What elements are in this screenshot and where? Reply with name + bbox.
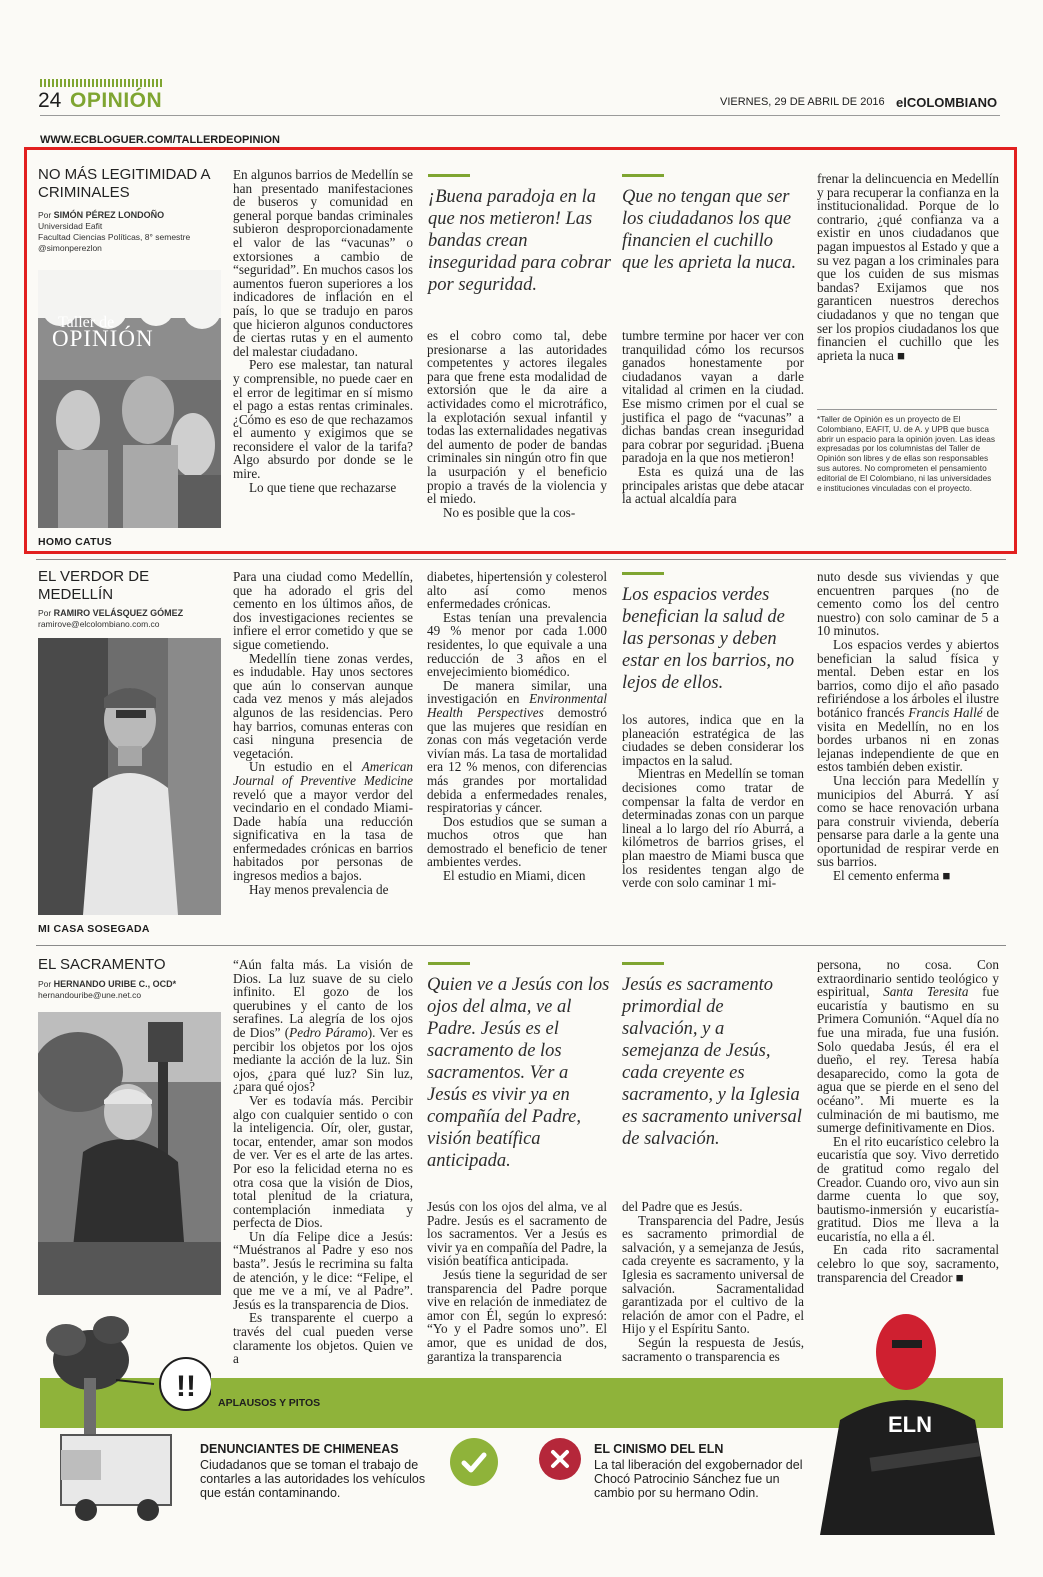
- paragraph: [233, 760, 413, 882]
- author-photo-uribe: [38, 1012, 221, 1295]
- header-divider: [40, 115, 1000, 116]
- paragraph: El estudio en Miami, dicen: [443, 868, 586, 884]
- taller-opinion-photo: [38, 270, 221, 528]
- text-run: persona, no cosa. Con extraordinario sentido teológico y espiritual,: [817, 957, 999, 1000]
- article-divider: [36, 945, 1006, 946]
- photo-caption-main: OPINIÓN: [52, 326, 154, 351]
- article3-email: hernandouribe@une.net.co: [38, 990, 142, 1000]
- paragraph: [427, 679, 607, 815]
- article2-col4: [817, 570, 999, 883]
- text-run: reveló que a mayor verdor del vecindario en el condado Miami-Dade había una reducción significativa en la tasa de enfermedades crónicas en barrios habitados por personas de ingresos medios a bajos.: [233, 786, 413, 884]
- article1-col3: [622, 329, 804, 506]
- paragraph: Es transparente el cuerpo a través del cual pueden verse claramente los objetos. Quien ve a: [233, 1310, 413, 1367]
- taller-web-link[interactable]: WWW.ECBLOGUER.COM/TALLERDEOPINION: [40, 134, 280, 146]
- paragraph: Para una ciudad como Medellín, que ha adorado el gris del cemento en los últimos años, de dos investigaciones recientes se infiere el error cometido y que se sigue cometiendo.: [233, 569, 413, 652]
- text-run: demostró que las mujeres que residían en zonas con más vegetación verde vivían más. La tasa de mortalidad era 12 % menos, con diferencias más grandes por mortalidad debida a enfermedades renales, respiratorias y cáncer.: [427, 704, 607, 816]
- article3-byline: [38, 979, 228, 1001]
- eln-guerrilla-illustration: [810, 1300, 1000, 1535]
- svg-text:!!: !!: [176, 1370, 196, 1403]
- paragraph: Estas tenían una prevalencia 49 % menor por cada 1.000 residentes, lo que equivale a una reducción de 3 años en el envejecimiento biomédico.: [427, 609, 607, 680]
- aplauso-text: Ciudadanos que se toman el trabajo de contarles a las autoridades los vehículos que están contaminando.: [200, 1458, 426, 1500]
- paragraph: En cada rito sacramental celebro lo que soy, sacramento, transparencia del Creador ■: [817, 1242, 999, 1285]
- text-run: Un estudio en el: [249, 759, 362, 775]
- taller-disclaimer-note: *Taller de Opinión es un proyecto de El Colombiano, EAFIT, U. de A. y UPB que busca abrir un espacio para la opinión joven. Las ideas expresadas por los columnistas del Taller de Opinión son libres y de ellas son responsables sus autores. No comprometen el pensamiento editorial de El Colombiano, ni las universidades e instituciones vinculadas con el proyecto.: [817, 414, 996, 493]
- text-run: de visita en Medellín, no en los bordes urbanos ni en zonas lejanas independiente de que en estos también deben existir.: [817, 704, 1000, 775]
- article2-col2: [427, 570, 607, 883]
- paragraph: Medellín tiene zonas verdes, es indudable. Hay unos sectores que aún lo conservan aunque cada vez menos y más alejados algunos de las residencias. Pero hay barrios, comunas enteras con casi ninguna presencia de vegetación.: [233, 650, 413, 761]
- pito-text: La tal liberación del exgobernador del Chocó Patrocinio Sánchez fue un cambio por su hermano Odin.: [594, 1458, 803, 1500]
- paragraph: Jesús con los ojos del alma, ve al Padre. Jesús es el sacramento de los sacramentos. Ver a Jesús es vivir ya en compañía del Padre, la visión beatífica anticipada.: [427, 1199, 607, 1269]
- text-run: fue eucaristía y bautismo en su Primera Comunión. “Aquel día no fue una mirada, fue una fusión. Solo quedaba Jesús, él era el dueño, el rey. Teresa había desaparecido, como la gota de agua que se pierde en el seno del océano”. Mi muerte es la culminación de mi bautismo, me sumerge definitivamente en Dios.: [817, 984, 999, 1136]
- article1-pull-quote-2: Que no tengan que ser los ciudadanos los que financien el cuchillo que les aprieta la nuca.: [622, 187, 797, 273]
- paragraph: Un día Felipe dice a Jesús: “Muéstranos al Padre y eso nos basta”. Jesús le recrimina su falta de atención, y le dice: “Felipe, el que me ve a mí, ve al Padre”. Jesús es la transparencia de Dios.: [233, 1228, 413, 1312]
- article1-affiliation2: Facultad Ciencias Políticas, 8° semestre: [38, 232, 191, 242]
- text-run: “Aún falta más. La visión de Dios. La luz suave de su cielo infinito. El gozo de los querubines y el canto de los serafines. La alegría de los ojos de Dios” (: [233, 957, 413, 1040]
- article1-col1: [233, 168, 413, 494]
- paragraph: [817, 958, 999, 1135]
- aplauso-title: DENUNCIANTES DE CHIMENEAS: [200, 1442, 399, 1456]
- person-name: Santa Teresita: [883, 984, 969, 1000]
- article2-email: ramirove@elcolombiano.com.co: [38, 619, 160, 629]
- text-run: De manera similar, una investigación en: [427, 677, 607, 707]
- paragraph: diabetes, hipertensión y colesterol alto así como menos enfermedades crónicas.: [427, 569, 607, 612]
- journal-name: American Journal of Preventive Medicine: [233, 759, 413, 788]
- quote-accent-bar: [622, 572, 664, 575]
- article1-handle: @simonperezlon: [38, 243, 102, 253]
- pito-title: EL CINISMO DEL ELN: [594, 1442, 724, 1456]
- paragraph: Lo que tiene que rechazarse: [249, 479, 397, 495]
- by-label: Por: [38, 608, 52, 618]
- article2-title: EL VERDOR DE MEDELLÍN: [38, 568, 150, 603]
- article2-col3: [622, 713, 804, 890]
- article3-author: HERNANDO URIBE C., OCD*: [53, 979, 177, 989]
- paragraph: El cemento enferma ■: [833, 868, 951, 884]
- book-title: Pedro Páramo: [289, 1024, 368, 1040]
- by-label: Por: [38, 210, 52, 220]
- article1-column-label: HOMO CATUS: [38, 536, 112, 548]
- article1-pull-quote-1: ¡Buena paradoja en la que nos metieron! Las bandas crean inseguridad para cobrar por seguridad.: [428, 187, 611, 295]
- paragraph: Una lección para Medellín y municipios del Aburrá. Y así como se hace renovación urbana para construir vivienda, debería pensarse para darle a la gente una oportunidad de respirar verde en sus barrios.: [817, 772, 999, 870]
- paragraph: Dos estudios que se suman a muchos otros que han demostrado el beneficio de tener ambientes verdes.: [427, 813, 607, 870]
- aplausos-pitos-label: APLAUSOS Y PITOS: [218, 1397, 321, 1409]
- check-icon: [450, 1438, 498, 1486]
- article3-pull-quote-1: Quien ve a Jesús con los ojos del alma, ve al Padre. Jesús es el sacramento de los sacramentos. Ver a Jesús es vivir ya en compañía del Padre, visión beatífica anticipada.: [427, 975, 610, 1171]
- article1-title: NO MÁS LEGITIMIDAD A CRIMINALES: [38, 166, 210, 201]
- article3-col2: [427, 1200, 607, 1363]
- newspaper-brand: elCOLOMBIANO: [896, 95, 998, 110]
- journal-name: Environmental Health Perspectives: [427, 691, 607, 720]
- paragraph: [817, 638, 999, 774]
- article1-author: SIMÓN PÉREZ LONDOÑO: [53, 210, 165, 220]
- article3-col4: [817, 958, 999, 1284]
- paragraph: del Padre que es Jesús.: [622, 1199, 743, 1214]
- page-number: 24: [38, 89, 62, 112]
- text-run: ). Ver es percibir los objetos por los ojos mediante la acción de la luz. Sin ojos, ¿para qué luz? Sin luz, ¿para qué ojos?: [233, 1024, 413, 1095]
- paragraph: En el rito eucarístico celebro la eucaristía que soy. Vivo derretido de gratitud como regalo del Creador. Cuando oro, vivo aun sin darme cuenta lo que soy, bautismo-inmersión y eucaristía-gratitud. Dios me lleva a la eucaristía, no ella a él.: [817, 1133, 999, 1244]
- paragraph: es el cobro como tal, debe presionarse a las autoridades competentes y actores ilegales para que frene esta modalidad de extorsión que le da aire a actividades como el microtráfico, la explotación sexual infantil y todas las externalidades negativas del aumento de poder de bandas criminales sin ningún otro fin que la usurpación y el beneficio propio a través de la violencia y el miedo.: [427, 328, 607, 507]
- quote-accent-bar: [622, 962, 664, 965]
- note-divider: [817, 409, 997, 410]
- paragraph: los autores, indica que en la planeación estratégica de las ciudades se deben considerar los impactos en la salud.: [622, 712, 804, 768]
- article-divider: [36, 559, 1006, 560]
- chimney-truck-illustration: [36, 1300, 211, 1530]
- article1-affiliation1: Universidad Eafit: [38, 221, 103, 231]
- article2-column-label: MI CASA SOSEGADA: [38, 923, 150, 935]
- paragraph: En algunos barrios de Medellín se han presentado manifestaciones de buseros y comunidad en general porque bandas criminales subieron desproporcionadamente el valor de las “vacunas” o extorsiones a cambio de “seguridad”. En muchos casos los aumentos fueron superiores a los indicadores de inflación en el país, lo que se tradujo en paros que hicieron algunos conductores de ciertas rutas y en el aumento del malestar ciudadano.: [233, 167, 413, 359]
- section-hatch: [40, 79, 164, 87]
- paragraph: frenar la delincuencia en Medellín y para recuperar la confianza en la institucionalidad. Porque de lo contrario, ¿qué confianza va a existir en unos ciudadanos que pagan impuestos al Estado y que a su vez pagan a los criminales para que los cuiden de sus mismas bandas? Exijamos que nos garanticen nuestros derechos ciudadanos y que no tengan que ser los propios ciudadanos los que financien el cuchillo que les aprieta la nuca ■: [817, 171, 999, 363]
- article2-pull-quote: Los espacios verdes benefician la salud de las personas y deben estar en los barrios, no lejos de ellos.: [622, 585, 795, 693]
- article2-col1: [233, 570, 413, 896]
- quote-accent-bar: [428, 174, 470, 177]
- article3-title: EL SACRAMENTO: [38, 956, 166, 973]
- paragraph: No es posible que la cos-: [443, 504, 576, 520]
- paragraph: tumbre termine por hacer ver con tranquilidad cómo los recursos ganados honestamente por ciudadanos vayan a darle vitalidad al crimen en la ciudad. Ese mismo crimen por el cual se justifica el pago de “vacunas” a dichas bandas crean inseguridad para cobrar por seguridad. ¡Buena paradoja en la que nos metieron!: [622, 328, 804, 466]
- paragraph: Pero ese malestar, tan natural y comprensible, no puede caer en el error de legitimar en sí mismo el pago a estas rentas criminales. ¿Cómo es eso de que rechazamos el aumento y exigimos que se reconsidere el valor de la tarifa? Algo absurdo por donde se le mire.: [233, 357, 413, 482]
- person-name: Francis Hallé: [908, 704, 983, 720]
- paragraph: nuto desde sus viviendas y que encuentren parques (no de cemento como los del centro nuestro) con solo caminar de 5 a 10 minutos.: [817, 569, 999, 639]
- article3-col1: [233, 958, 413, 1366]
- paragraph: [233, 958, 413, 1094]
- article3-pull-quote-2: Jesús es sacramento primordial de salvación, y a semejanza de Jesús, cada creyente es sacramento, y la Iglesia es sacramento universal de salvación.: [622, 975, 802, 1149]
- paragraph: Mientras en Medellín se toman decisiones como tratar de compensar la falta de verdor en determinadas zonas con un parque lineal a lo largo del río Aburrá, a kilómetros de barrios grises, el plan maestro de Miami busca que los residentes tengan algo de verde con solo caminar 1 mi-: [622, 766, 804, 891]
- eln-mark: ELN: [888, 1412, 932, 1437]
- article1-col4: [817, 172, 999, 362]
- paragraph: Ver es todavía más. Percibir algo con cualquier sentido o con la inteligencia. Oír, oler, gustar, tocar, entender, amar son modos de ver. Ver es el arte de las artes. Por eso la felicidad eterna no es otra cosa que la visión de Dios, total plenitud de la criatura, contemplación inmediata y perfecta de Dios.: [233, 1092, 413, 1231]
- article1-col2: [427, 329, 607, 519]
- article2-author: RAMIRO VELÁSQUEZ GÓMEZ: [53, 608, 184, 618]
- paragraph: Jesús tiene la seguridad de ser transparencia del Padre porque vive en relación de inmediatez de amor con Él, según lo expresó: “Yo y el Padre somos uno”. El amor, que es unidad de dos, garantiza la transparencia: [427, 1266, 607, 1364]
- quote-accent-bar: [428, 962, 470, 965]
- paragraph: Transparencia del Padre, Jesús es sacramento primordial de salvación, y a semejanza de Jesús, cada creyente es sacramento, y la Iglesia es sacramento universal de salvación. Sacramentalidad garantizada por el cultivo de la relación de amor con el Padre, el Hijo y el Espíritu Santo.: [622, 1212, 804, 1337]
- cross-icon: [539, 1438, 581, 1480]
- section-title: OPINIÓN: [70, 89, 163, 112]
- paragraph: Hay menos prevalencia de: [249, 881, 389, 897]
- article3-col3: [622, 1200, 804, 1363]
- author-photo-velasquez: [38, 638, 221, 915]
- article2-byline: [38, 608, 228, 630]
- article1-byline: [38, 210, 228, 254]
- quote-accent-bar: [622, 174, 664, 177]
- text-run: Los espacios verdes y abiertos benefician la salud física y mental. Deben estar en los barrios, como dijo el año pasado refiriéndose a los árboles el ilustre botánico francés: [817, 636, 999, 720]
- issue-date: VIERNES, 29 DE ABRIL DE 2016: [720, 96, 885, 108]
- paragraph: Esta es quizá una de las principales aristas que debe atacar la actual alcaldía para: [622, 463, 804, 507]
- by-label: Por: [38, 979, 52, 989]
- photo-caption-top: Taller de: [58, 314, 115, 331]
- paragraph: Según la respuesta de Jesús, sacramento o transparencia es: [622, 1334, 804, 1364]
